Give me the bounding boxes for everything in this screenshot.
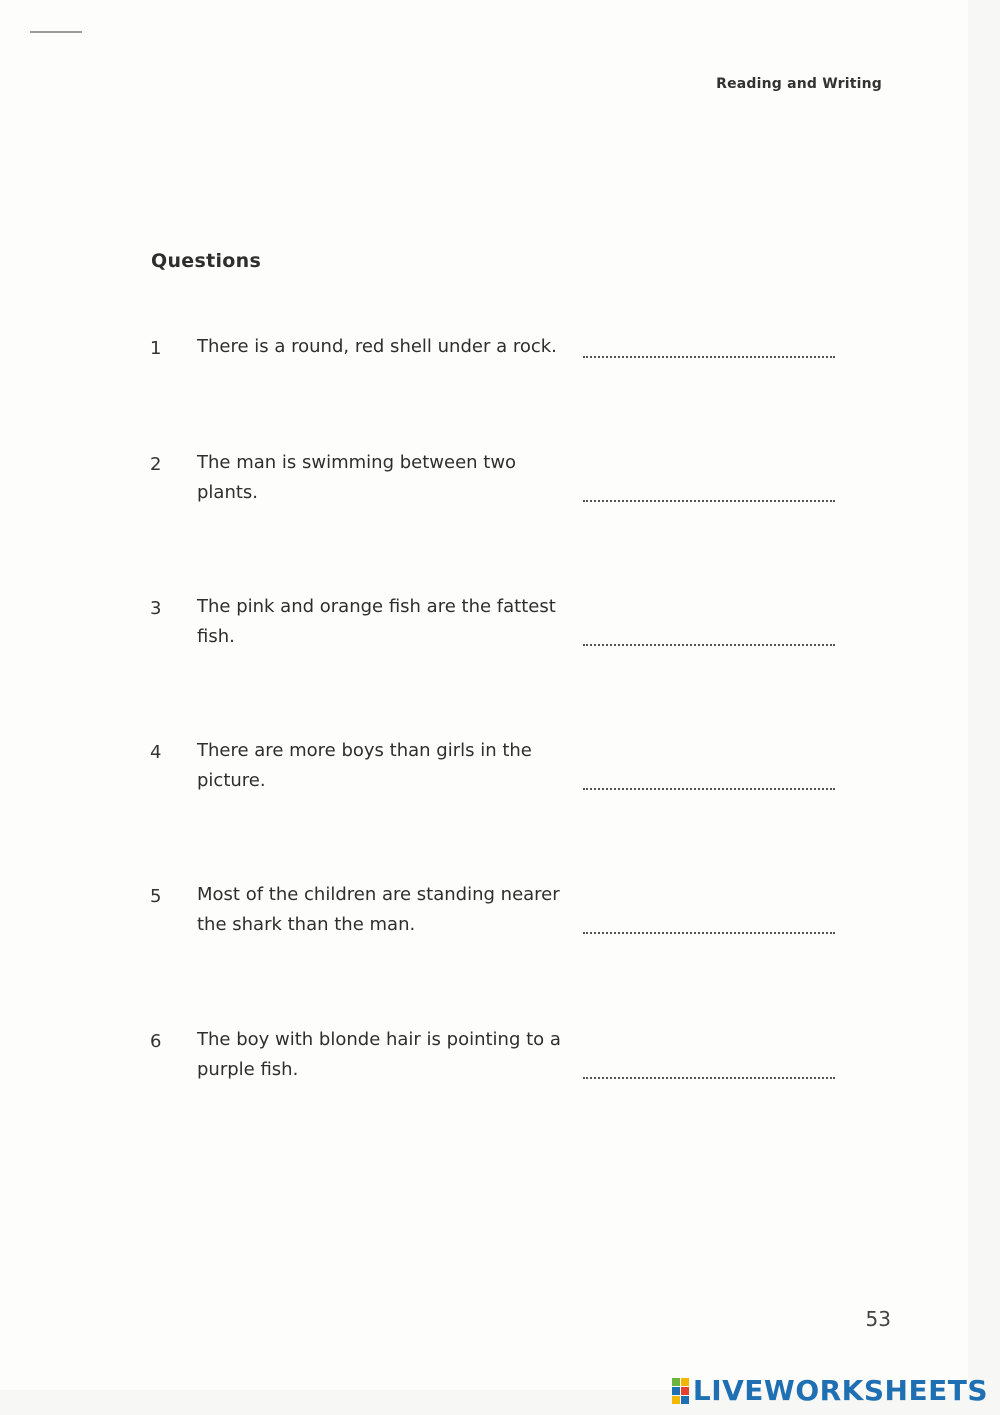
question-number: 1: [150, 338, 162, 359]
question-text: The pink and orange fish are the fattest fish.: [197, 596, 556, 647]
question-text: There is a round, red shell under a rock.: [197, 336, 557, 357]
answer-field-5[interactable]: [583, 908, 835, 934]
question-4: [150, 742, 840, 812]
question-text: The man is swimming between two plants.: [197, 452, 517, 503]
scan-corner-mark: [30, 31, 82, 33]
brand-name: LIVEWORKSHEETS: [692, 1374, 988, 1407]
answer-field-3[interactable]: [583, 620, 835, 646]
liveworksheets-logo-icon: [672, 1378, 689, 1404]
question-6: [150, 1031, 840, 1101]
section-title: Questions: [151, 250, 262, 272]
question-number: 5: [150, 886, 162, 907]
question-number: 2: [150, 454, 162, 475]
question-text: The boy with blonde hair is pointing to a purple fish.: [197, 1029, 561, 1080]
question-text: Most of the children are standing nearer the shark than the man.: [197, 884, 560, 935]
question-1: [150, 338, 840, 408]
question-text: There are more boys than girls in the picture.: [197, 740, 532, 791]
question-3: [150, 598, 840, 668]
question-number: 4: [150, 742, 162, 763]
question-number: 3: [150, 598, 162, 619]
question-number: 6: [150, 1031, 162, 1052]
answer-field-6[interactable]: [583, 1053, 835, 1079]
page-header: Reading and Writing: [716, 76, 882, 92]
question-5: [150, 886, 840, 956]
answer-field-4[interactable]: [583, 764, 835, 790]
answer-field-2[interactable]: [583, 476, 835, 502]
question-2: [150, 454, 840, 524]
liveworksheets-brand[interactable]: [672, 1374, 988, 1407]
answer-field-1[interactable]: [583, 332, 835, 358]
page-number: 53: [865, 1307, 891, 1331]
